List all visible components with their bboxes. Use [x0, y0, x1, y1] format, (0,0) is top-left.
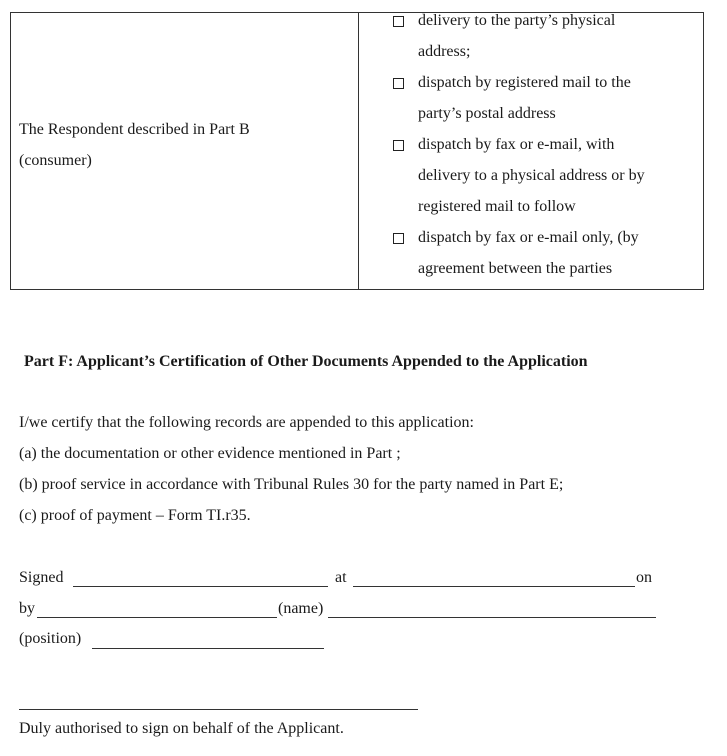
record-item-c: (c) proof of payment – Form TI.r35.: [19, 507, 251, 524]
option-fax-email-line2: delivery to a physical address or by: [418, 167, 645, 184]
on-label: on: [636, 569, 652, 586]
checkbox-fax-email-only[interactable]: [393, 233, 404, 244]
checkbox-physical-address[interactable]: [393, 16, 404, 27]
table-column-divider: [358, 13, 359, 289]
record-item-b: (b) proof service in accordance with Tribunal Rules 30 for the party named in Part E;: [19, 476, 564, 493]
option-fax-email-only-line1: dispatch by fax or e-mail only, (by: [418, 229, 639, 246]
by-input-line[interactable]: [37, 617, 277, 618]
respondent-label-line1: The Respondent described in Part B: [19, 121, 250, 138]
authorised-statement: Duly authorised to sign on behalf of the Applicant.: [19, 720, 344, 737]
signed-label: Signed: [19, 569, 64, 586]
signed-input-line[interactable]: [73, 586, 328, 587]
option-fax-email-only-line2: agreement between the parties: [418, 260, 613, 277]
by-label: by: [19, 600, 35, 617]
option-physical-address-line1: delivery to the party’s physical: [418, 12, 616, 29]
option-registered-mail-line2: party’s postal address: [418, 105, 556, 122]
position-label: (position): [19, 630, 82, 647]
name-label: (name): [278, 600, 324, 617]
place-input-line[interactable]: [353, 586, 635, 587]
name-input-line[interactable]: [328, 617, 656, 618]
authorised-signature-line[interactable]: [19, 709, 418, 710]
part-f-heading: Part F: Applicant’s Certification of Other Documents Appended to the Application: [24, 353, 588, 370]
respondent-label-line2: (consumer): [19, 152, 92, 169]
checkbox-registered-mail[interactable]: [393, 78, 404, 89]
record-item-a: (a) the documentation or other evidence mentioned in Part ;: [19, 445, 401, 462]
certification-intro: I/we certify that the following records are appended to this application:: [19, 414, 474, 431]
option-fax-email-line1: dispatch by fax or e-mail, with: [418, 136, 615, 153]
option-fax-email-line3: registered mail to follow: [418, 198, 576, 215]
checkbox-fax-email-with-delivery[interactable]: [393, 140, 404, 151]
option-physical-address-line2: address;: [418, 43, 471, 60]
option-registered-mail-line1: dispatch by registered mail to the: [418, 74, 631, 91]
position-input-line[interactable]: [92, 648, 324, 649]
at-label: at: [335, 569, 347, 586]
